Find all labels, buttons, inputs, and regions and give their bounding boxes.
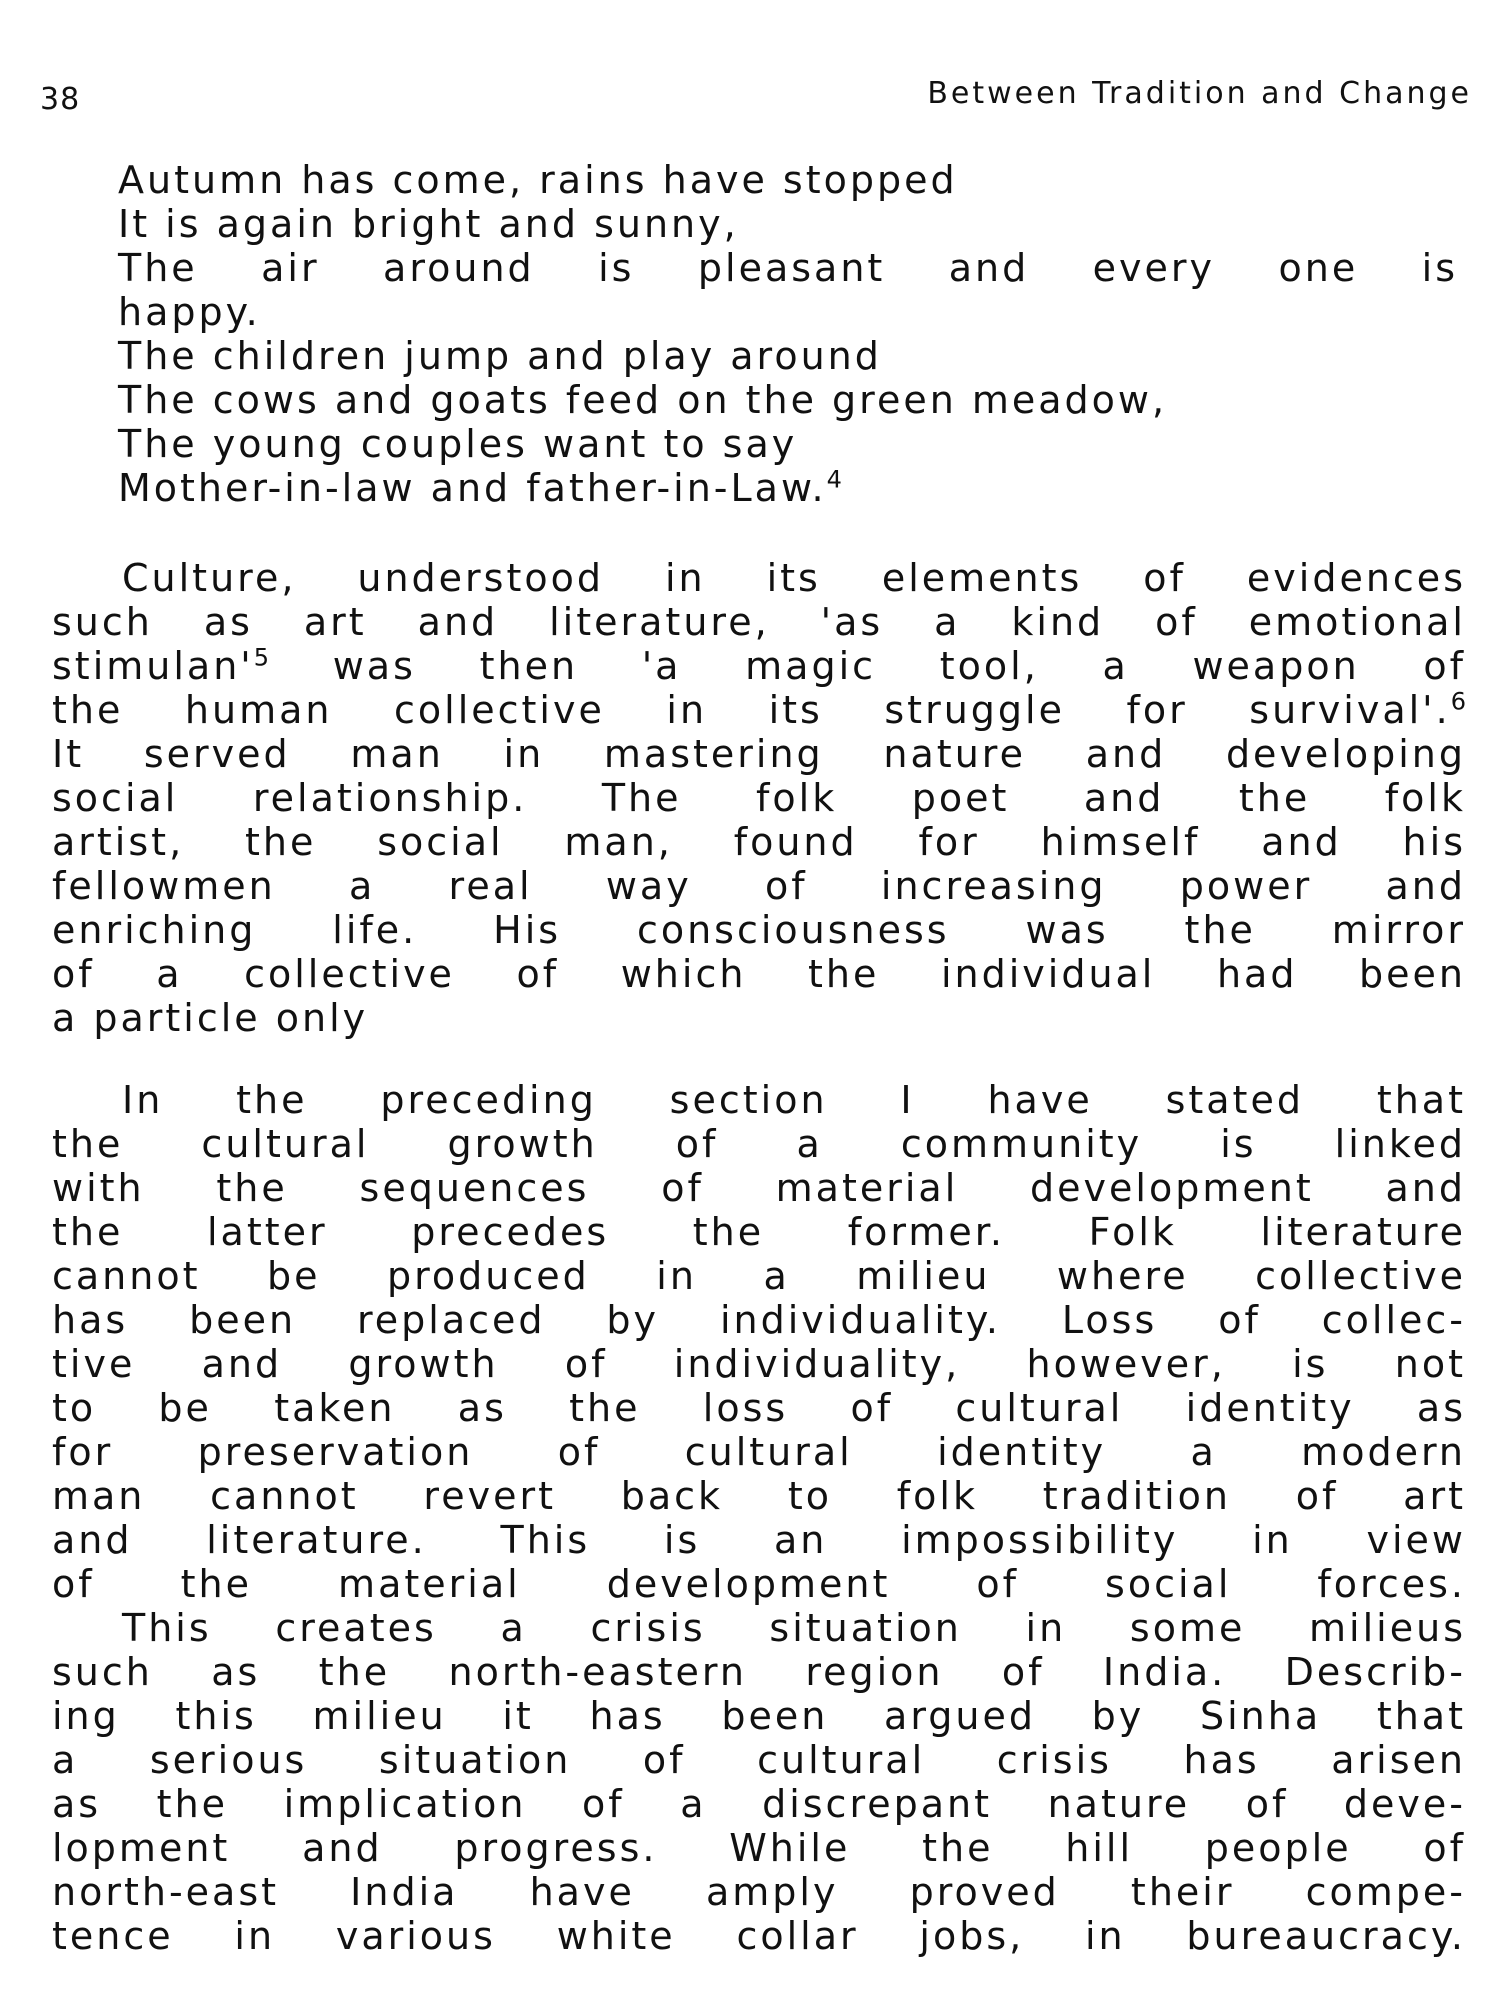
- poem-line: The air around is pleasant and every one is: [118, 246, 1458, 290]
- footnote-ref: 6: [1450, 687, 1466, 716]
- poem-line: The children jump and play around: [118, 334, 882, 378]
- text-line: of a collective of which the individual had been: [52, 952, 1466, 996]
- text-line: and literature. This is an impossibility in view: [52, 1518, 1466, 1562]
- text-line: [52, 688, 1466, 732]
- text-line: has been replaced by individuality. Loss of collec-: [52, 1298, 1466, 1342]
- paragraph-growth: [52, 1078, 1466, 1958]
- text-line: enriching life. His consciousness was the mirror: [52, 908, 1466, 952]
- text-fragment: the human collective in its struggle for survival'.: [52, 688, 1451, 732]
- text-line: man cannot revert back to folk tradition of art: [52, 1474, 1466, 1518]
- poem-line-last: [118, 466, 1468, 510]
- poem-line: The cows and goats feed on the green meadow,: [118, 378, 1168, 422]
- text-line: a serious situation of cultural crisis has arisen: [52, 1738, 1466, 1782]
- footnote-ref: 5: [253, 643, 270, 672]
- text-fragment: stimulan': [52, 644, 254, 688]
- running-title: Between Tradition and Change: [927, 76, 1472, 111]
- text-line: social relationship. The folk poet and the folk: [52, 776, 1466, 820]
- text-line: Culture, understood in its elements of evidences: [122, 556, 1466, 600]
- page-number: 38: [40, 82, 81, 117]
- text-line: the latter precedes the former. Folk literature: [52, 1210, 1466, 1254]
- text-line: of the material development of social forces.: [52, 1562, 1466, 1606]
- footnote-ref: 4: [826, 465, 842, 494]
- text-line: such as art and literature, 'as a kind of emotional: [52, 600, 1466, 644]
- text-line: In the preceding section I have stated that: [122, 1078, 1466, 1122]
- text-line: north-east India have amply proved their compe-: [52, 1870, 1466, 1914]
- poem-line: Autumn has come, rains have stopped: [118, 158, 958, 202]
- poem-line-text: Mother-in-law and father-in-Law.: [118, 466, 827, 510]
- paragraph-culture: [52, 556, 1466, 1040]
- text-line: as the implication of a discrepant nature of deve-: [52, 1782, 1466, 1826]
- text-line: cannot be produced in a milieu where collective: [52, 1254, 1466, 1298]
- text-line: with the sequences of material development and: [52, 1166, 1466, 1210]
- text-line: It served man in mastering nature and developing: [52, 732, 1466, 776]
- poem-line: It is again bright and sunny,: [118, 202, 739, 246]
- text-line: tive and growth of individuality, however, is not: [52, 1342, 1466, 1386]
- text-line: such as the north-eastern region of India. Describ-: [52, 1650, 1466, 1694]
- text-line: a particle only: [52, 996, 369, 1040]
- text-fragment: was then 'a magic tool, a weapon of: [332, 644, 1466, 688]
- text-line: for preservation of cultural identity a modern: [52, 1430, 1466, 1474]
- poem-line: happy.: [118, 290, 261, 334]
- text-line: to be taken as the loss of cultural identity as: [52, 1386, 1466, 1430]
- text-line: artist, the social man, found for himself and his: [52, 820, 1466, 864]
- text-line: fellowmen a real way of increasing power and: [52, 864, 1466, 908]
- text-line: the cultural growth of a community is linked: [52, 1122, 1466, 1166]
- text-line: This creates a crisis situation in some milieus: [122, 1606, 1466, 1650]
- poem-block: [118, 158, 1468, 510]
- text-line: [52, 644, 1466, 688]
- poem-line: The young couples want to say: [118, 422, 798, 466]
- text-line: lopment and progress. While the hill people of: [52, 1826, 1466, 1870]
- text-line: ing this milieu it has been argued by Sinha that: [52, 1694, 1466, 1738]
- text-line: tence in various white collar jobs, in bureaucracy.: [52, 1914, 1466, 1958]
